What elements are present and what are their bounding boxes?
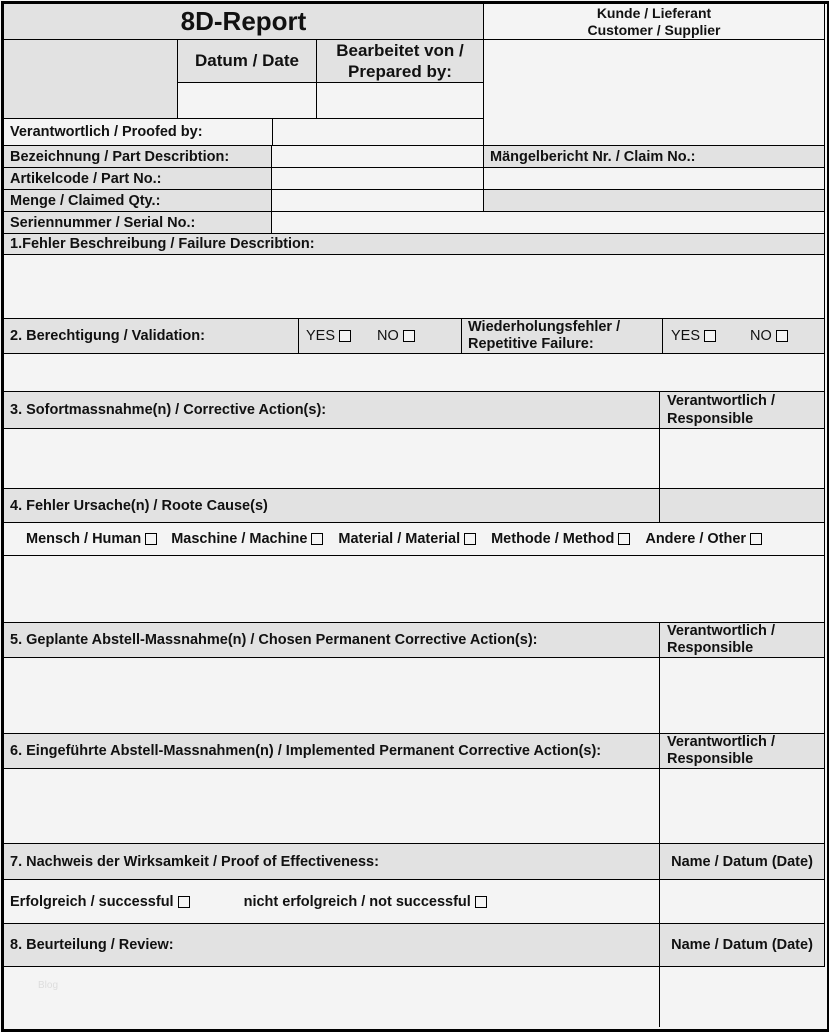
failure-description-field[interactable] [4,255,825,319]
serial-no-label: Seriennummer / Serial No.: [4,212,272,234]
date-field[interactable] [178,83,317,119]
proofed-by-label: Verantwortlich / Proofed by: [4,119,273,146]
cause-other-checkbox[interactable] [750,533,762,545]
repetitive-failure-label [462,319,663,354]
repetitive-yes-checkbox[interactable] [704,330,716,342]
repetitive-failure-label-en: Repetitive Failure: [468,336,594,352]
prepared-by-field[interactable] [317,83,484,119]
section6-responsible-label [660,734,825,769]
cause-method-checkbox[interactable] [618,533,630,545]
prepared-by-label-de: Bearbeitet von / [336,41,464,60]
customer-supplier-header [484,4,825,40]
section6-header: 6. Eingeführte Abstell-Massnahmen(n) / Implemented Permanent Corrective Action(s): [4,734,660,769]
cause-method-label: Methode / Method [491,531,615,547]
implemented-action-responsible-field[interactable] [660,769,825,844]
cause-human-label: Mensch / Human [26,531,142,547]
cause-human-checkbox[interactable] [145,533,157,545]
repetitive-yes-label: YES [671,328,701,344]
repetitive-options [663,319,825,354]
successful-label: Erfolgreich / successful [10,893,174,910]
effectiveness-options [4,880,660,924]
section7-name-date-field[interactable] [660,880,825,924]
responsible-label-en: Responsible [667,411,754,427]
repetitive-failure-label-de: Wiederholungsfehler / [468,319,621,335]
section3-responsible-label [660,392,825,429]
section8-header: 8. Beurteilung / Review: [4,924,660,967]
cause-material-checkbox[interactable] [464,533,476,545]
part-no-field[interactable] [272,168,484,190]
validation-yes-checkbox[interactable] [339,330,351,342]
proofed-by-field[interactable] [273,119,484,146]
cause-other-label: Andere / Other [645,531,747,547]
cause-machine-checkbox[interactable] [311,533,323,545]
customer-supplier-label-de: Kunde / Lieferant [596,4,712,21]
responsible-label-de: Verantwortlich / [667,623,775,639]
section7-name-date-label: Name / Datum (Date) [660,844,825,880]
date-label: Datum / Date [178,40,317,83]
not-successful-label: nicht erfolgreich / not successful [243,893,471,910]
not-successful-checkbox[interactable] [475,896,487,908]
claim-no-label: Mängelbericht Nr. / Claim No.: [484,146,825,168]
part-description-field[interactable] [272,146,484,168]
section4-right-cell [660,489,825,523]
prepared-by-label-en: Prepared by: [348,62,452,81]
responsible-label-en: Responsible [667,640,754,656]
customer-supplier-label-en: Customer / Supplier [587,21,721,38]
page-title: 8D-Report [4,4,484,40]
logo-area [4,40,178,119]
responsible-label-de: Verantwortlich / [667,734,775,750]
part-no-label: Artikelcode / Part No.: [4,168,272,190]
repetitive-no-label: NO [750,328,772,344]
section1-header: 1.Fehler Beschreibung / Failure Describtion: [4,234,825,255]
repetitive-no-checkbox[interactable] [776,330,788,342]
section5-responsible-label [660,623,825,658]
validation-yes-label: YES [306,328,336,344]
claimed-qty-field[interactable] [272,190,484,212]
chosen-action-field[interactable] [4,658,660,734]
claim-extra-cell [484,190,825,212]
validation-no-checkbox[interactable] [403,330,415,342]
part-description-label: Bezeichnung / Part Describtion: [4,146,272,168]
validation-no-label: NO [377,328,399,344]
successful-checkbox[interactable] [178,896,190,908]
responsible-label-de: Verantwortlich / [667,393,775,409]
section8-name-date-label: Name / Datum (Date) [660,924,825,967]
cause-machine-label: Maschine / Machine [171,531,308,547]
validation-field[interactable] [4,354,825,392]
review-field[interactable] [4,967,660,1027]
root-cause-field[interactable] [4,556,825,623]
section7-header: 7. Nachweis der Wirksamkeit / Proof of Effectiveness: [4,844,660,880]
serial-no-field[interactable] [272,212,825,234]
root-cause-categories [4,523,825,556]
claimed-qty-label: Menge / Claimed Qty.: [4,190,272,212]
corrective-action-responsible-field[interactable] [660,429,825,489]
section3-header: 3. Sofortmassnahme(n) / Corrective Action(s): [4,392,660,429]
section5-header: 5. Geplante Abstell-Massnahme(n) / Chosen Permanent Corrective Action(s): [4,623,660,658]
prepared-by-label [317,40,484,83]
responsible-label-en: Responsible [667,751,754,767]
watermark: Blog [38,980,59,991]
claim-no-field[interactable] [484,168,825,190]
section8-name-date-field[interactable] [660,967,825,1027]
validation-options [299,319,462,354]
implemented-action-field[interactable] [4,769,660,844]
customer-supplier-field[interactable] [484,40,825,146]
corrective-action-field[interactable] [4,429,660,489]
section2-header: 2. Berechtigung / Validation: [4,319,299,354]
section4-header: 4. Fehler Ursache(n) / Roote Cause(s) [4,489,660,523]
cause-material-label: Material / Material [338,531,461,547]
chosen-action-responsible-field[interactable] [660,658,825,734]
